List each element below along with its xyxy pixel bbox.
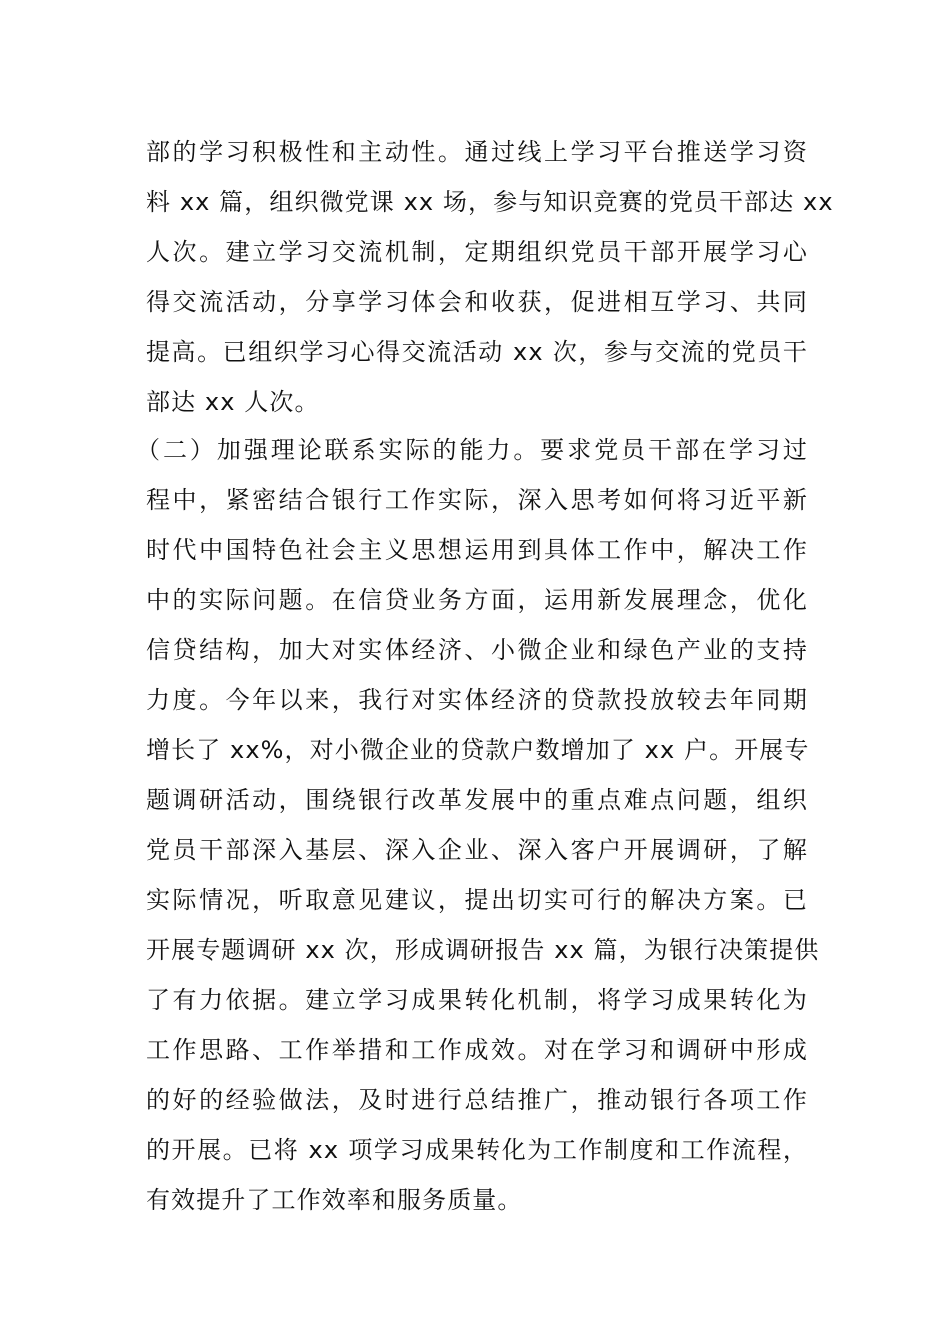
paragraph-2 xyxy=(136,425,820,1225)
paragraph-2-line-5: 信贷结构，加大对实体经济、小微企业和绿色产业的支持 xyxy=(146,636,808,664)
paragraph-2-line-14: 的好的经验做法，及时进行总结推广，推动银行各项工作 xyxy=(146,1086,808,1114)
paragraph-2-line-3: 时代中国特色社会主义思想运用到具体工作中，解决工作 xyxy=(146,536,808,564)
paragraph-2-line-2: 程中，紧密结合银行工作实际，深入思考如何将习近平新 xyxy=(146,486,808,514)
paragraph-1-line-4: 得交流活动，分享学习体会和收获，促进相互学习、共同 xyxy=(146,288,808,316)
paragraph-1-line-2: 料 xx 篇，组织微党课 xx 场，参与知识竞赛的党员干部达 xx xyxy=(146,188,834,216)
paragraph-2-line-10: 实际情况，听取意见建议，提出切实可行的解决方案。已 xyxy=(146,886,808,914)
paragraph-1-line-1: 部的学习积极性和主动性。通过线上学习平台推送学习资 xyxy=(146,138,808,166)
paragraph-2-line-1: （二）加强理论联系实际的能力。要求党员干部在学习过 xyxy=(136,436,808,464)
paragraph-2-line-6: 力度。今年以来，我行对实体经济的贷款投放较去年同期 xyxy=(146,686,808,714)
paragraph-2-line-15: 的开展。已将 xx 项学习成果转化为工作制度和工作流程， xyxy=(146,1136,808,1164)
paragraph-2-line-9: 党员干部深入基层、深入企业、深入客户开展调研，了解 xyxy=(146,836,808,864)
paragraph-1 xyxy=(146,127,834,427)
paragraph-2-line-8: 题调研活动，围绕银行改革发展中的重点难点问题，组织 xyxy=(146,786,808,814)
paragraph-2-line-16: 有效提升了工作效率和服务质量。 xyxy=(146,1186,523,1214)
paragraph-1-line-5: 提高。已组织学习心得交流活动 xx 次，参与交流的党员干 xyxy=(146,338,808,366)
paragraph-2-line-12: 了有力依据。建立学习成果转化机制，将学习成果转化为 xyxy=(146,986,808,1014)
paragraph-2-line-11: 开展专题调研 xx 次，形成调研报告 xx 篇，为银行决策提供 xyxy=(146,936,820,964)
paragraph-2-line-13: 工作思路、工作举措和工作成效。对在学习和调研中形成 xyxy=(146,1036,808,1064)
paragraph-1-line-3: 人次。建立学习交流机制，定期组织党员干部开展学习心 xyxy=(146,238,808,266)
paragraph-2-line-7: 增长了 xx%，对小微企业的贷款户数增加了 xx 户。开展专 xyxy=(146,736,810,764)
paragraph-2-line-4: 中的实际问题。在信贷业务方面，运用新发展理念，优化 xyxy=(146,586,808,614)
paragraph-1-line-6: 部达 xx 人次。 xyxy=(146,388,320,416)
